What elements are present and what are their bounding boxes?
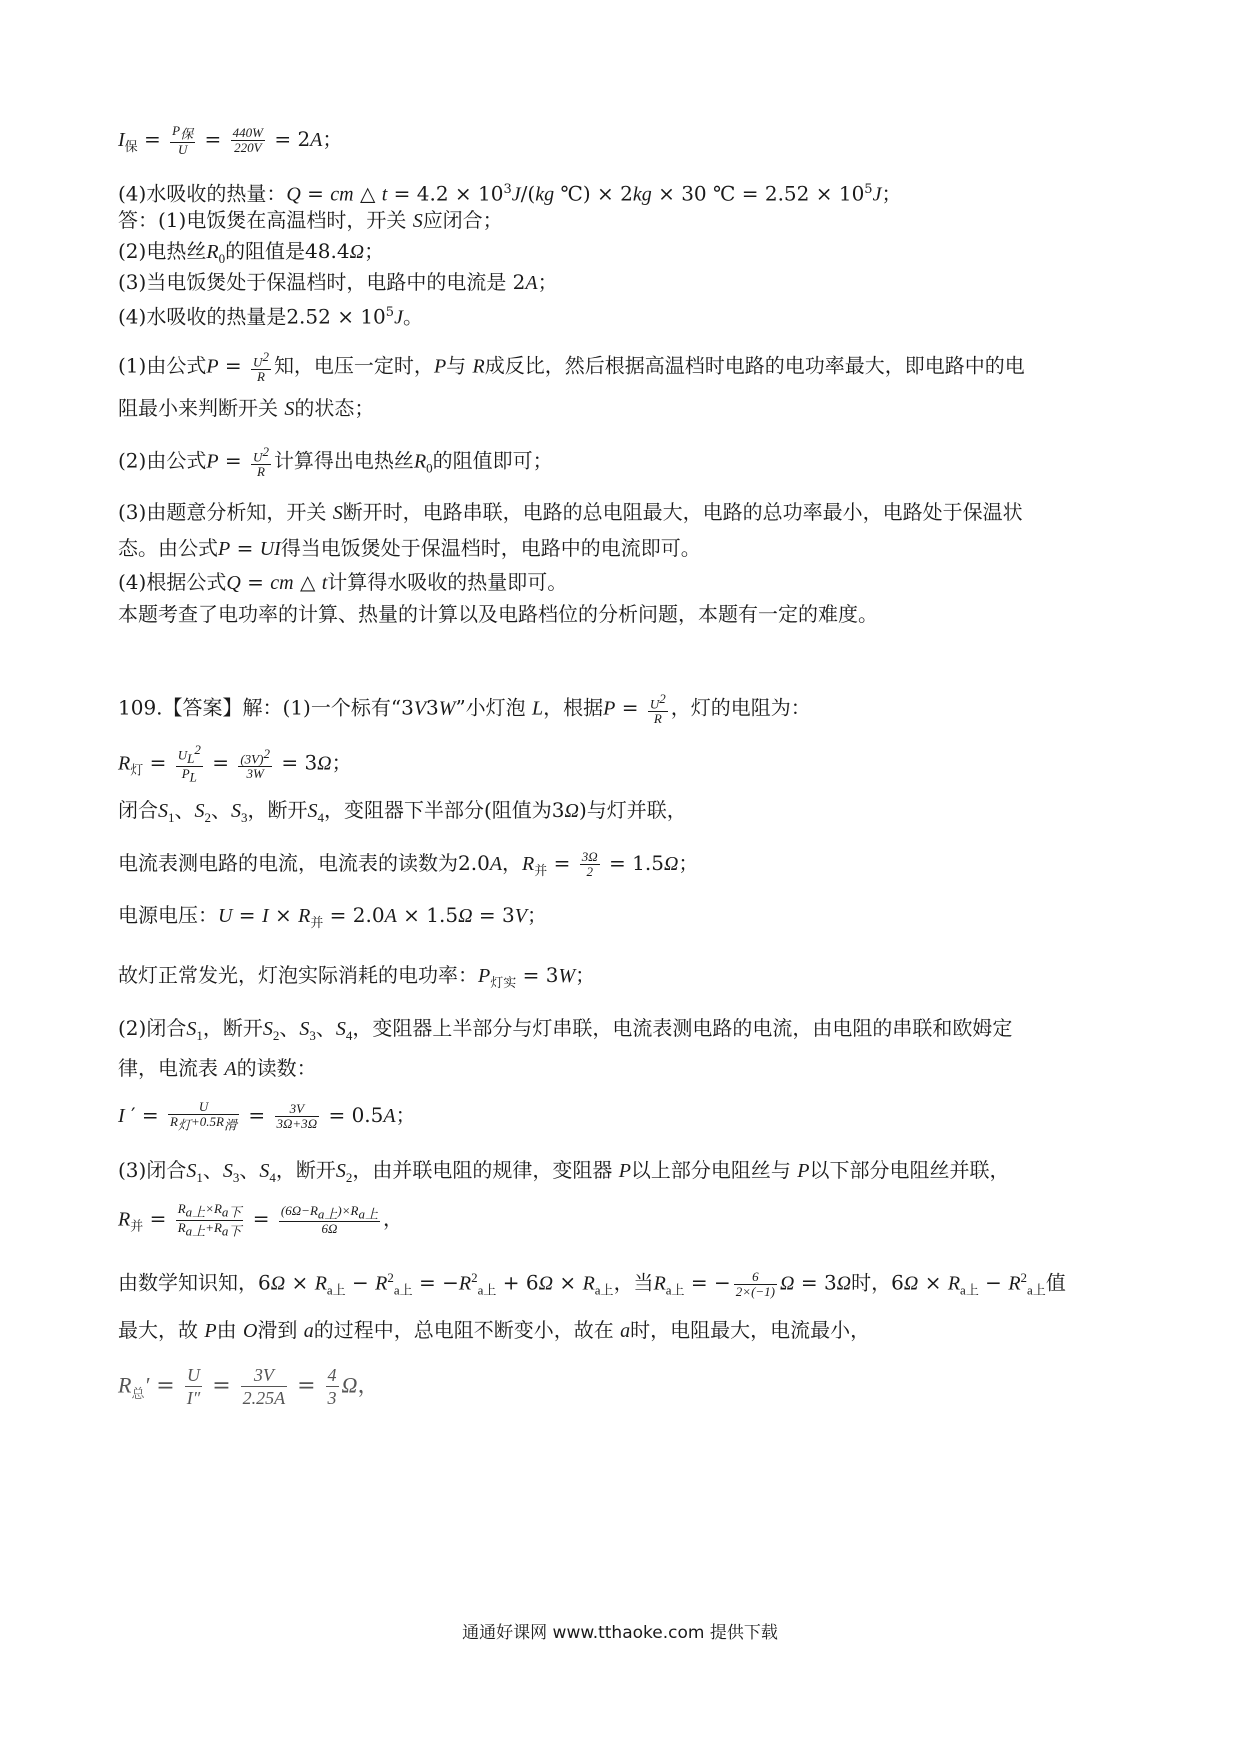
equation-line-15: $R_灯$ = $\frac{U_L^2}{P_L}$ = $\frac{(3V)^2}{3W}$ = 3Ω；: [118, 742, 352, 785]
text-line-13: 本题考查了电功率的计算、热量的计算以及电路档位的分析问题，本题有一定的难度。: [118, 602, 878, 626]
text-line-20: (2)闭合$S_1$，断开$S_2$、$S_3$、$S_4$，变阻器上半部分与灯串联，电流表测电路的电流，由电阻的串联和欧姆定: [118, 1016, 1013, 1043]
text-line-19: 故灯正常发光，灯泡实际消耗的电功率：$P_{灯实} = 3W$；: [118, 963, 596, 990]
text-line-11: 态。由公式P = UI得当电饭煲处于保温档时，电路中的电流即可。: [118, 536, 701, 560]
text-line-26: 最大，故 P由 O滑到 a的过程中，总电阻不断变小，故在 a时，电阻最大，电流最小，: [118, 1318, 871, 1342]
text-line-3: 答：(1)电饭煲在高温档时，开关 S应闭合；: [118, 208, 503, 232]
text-line-21: 律，电流表 A的读数：: [118, 1056, 317, 1080]
text-line-7: (1)由公式P = $\frac{U^2}{R}$ 知，电压一定时，P与 R成反比，然后根据高温档时电路的电功率最大，即电路中的电: [118, 349, 1025, 385]
equation-line-22: I ′ = $\frac{U}{R_灯+0.5R_滑}$ = $\frac{3V}{3\Omega+3\Omega}$ = 0.5A；: [118, 1099, 416, 1133]
answer-heading-line: 109.【答案】解：(1)一个标有“3V3W”小灯泡 L，根据P = $\frac{U^2}{R}$ ，灯的电阻为：: [118, 691, 811, 727]
text-line-17: 电流表测电路的电流，电流表的读数为2.0A，$R_并$ = $\frac{3\Omega}{2}$ = 1.5Ω；: [118, 849, 699, 879]
text-line-5: (3)当电饭煲处于保温档时，电路中的电流是 2A；: [118, 270, 558, 294]
footer-source: 通通好课网 www.tthaoke.com 提供下载: [462, 1623, 778, 1643]
text-line-25: 由数学知识知，$6\Omega \times R_{a上} - R^2_{a上} = -R^2_{a上} + 6\Omega \times R_{a上}$，当$R_{a上}$ = − $\frac{6}{2\times(-1)}$ Ω = 3Ω时，$6\Omega \times R_{a上} - R^2_{a上}$值: [118, 1268, 1066, 1299]
equation-line-24: $R_并$ = $\frac{R_{a上}\times R_{a下}}{R_{a上}+R_{a下}}$ = $\frac{(6\Omega-R_{a上})\times R_{a上}}{6\Omega}$ ，: [118, 1201, 403, 1239]
text-line-8: 阻最小来判断开关 S的状态；: [118, 396, 375, 420]
text-line-16: 闭合$S_1$、$S_2$、$S_3$，断开$S_4$，变阻器下半部分(阻值为3Ω)与灯并联，: [118, 798, 687, 825]
text-line-12: (4)根据公式Q = cm △ t计算得水吸收的热量即可。: [118, 570, 568, 594]
text-line-23: (3)闭合$S_1$、$S_3$、$S_4$，断开$S_2$，由并联电阻的规律，变阻器 P以上部分电阻丝与 P以下部分电阻丝并联，: [118, 1158, 1010, 1185]
equation-line-27: $R_总'$ = $\frac{U}{I''}$ = $\frac{3V}{2.25A}$ = $\frac{4}{3}$ Ω，: [118, 1365, 380, 1408]
text-line-18: 电源电压：$U = I \times R_并 = 2.0A \times 1.5\Omega = 3V$；: [118, 903, 547, 930]
text-line-4: (2)电热丝$R_0$的阻值是48.4Ω；: [118, 239, 385, 266]
text-line-6: (4)水吸收的热量是$2.52 \times 10^5J$。: [118, 304, 423, 329]
text-line-9: (2)由公式P = $\frac{U^2}{R}$ 计算得出电热丝$R_0$的阻值即可；: [118, 444, 553, 480]
text-line-10: (3)由题意分析知，开关 S断开时，电路串联，电路的总电阻最大，电路的总功率最小，电路处于保温状: [118, 500, 1023, 524]
text-line-2: (4)水吸收的热量：Q = cm △ $t = 4.2 \times 10^3J/(kg$ ℃) × 2kg × 30 ℃ = $2.52 \times 10^5J$；: [118, 181, 902, 206]
equation-line-1: $I_保$ = $\frac{P_保}{U}$ = $\frac{440W}{220V}$ = 2A；: [118, 123, 343, 157]
